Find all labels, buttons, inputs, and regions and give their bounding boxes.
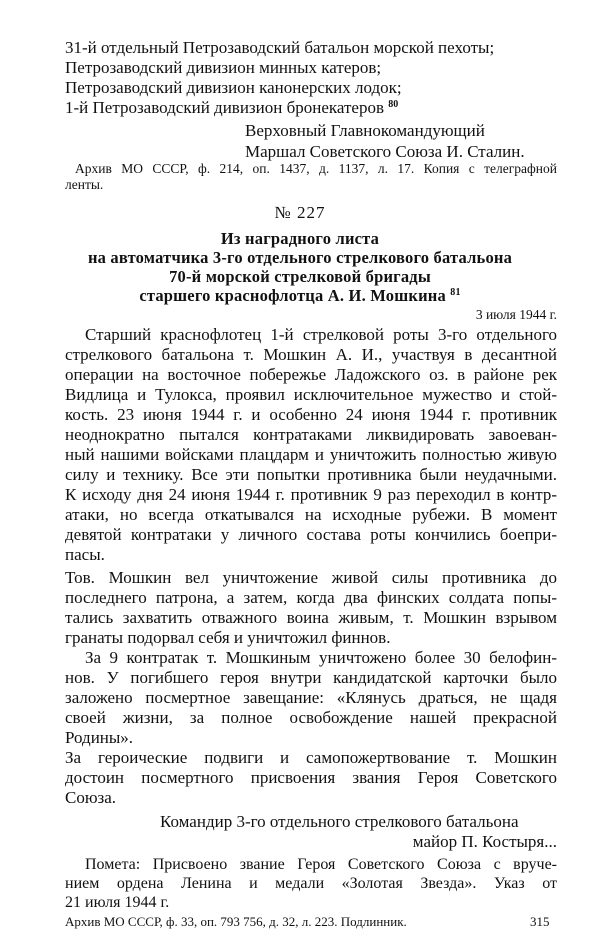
commander-name: майор П. Костыря...	[412, 832, 557, 851]
body-line: гранаты подорвал себя и уничтожил финнов.	[65, 628, 391, 647]
body-line: девятой контратаки у личного состава роты кончились боепри-	[65, 525, 557, 544]
body-line: ный нашими войсками плацдарм и уничтожить полностью живую	[65, 445, 557, 464]
heading-line-2: на автоматчика 3-го отдельного стрелкового батальона	[87, 248, 513, 267]
body-line: Видлица и Тулокса, проявил исключительное мужество и стой-	[65, 385, 557, 404]
note-line-3: 21 июля 1944 г.	[65, 894, 170, 911]
body-line: достоин посмертного присвоения звания Героя Советского	[65, 768, 557, 787]
body-line: стрелкового батальона т. Мошкин А. И., участвуя в десантной	[65, 345, 557, 364]
body-line: За героические подвиги и самопожертвование т. Мошкин	[65, 748, 557, 767]
body-line: Союза.	[65, 788, 117, 807]
body-line: заложено посмертное завещание: «Клянусь драться, не щадя	[65, 688, 557, 707]
archive-ref-1-line-1: Архив МО СССР, ф. 214, оп. 1437, д. 1137, л. 17. Копия с телеграфной	[75, 161, 557, 176]
body-line: К исходу дня 24 июня 1944 г. противник 9 раз переходил в контр-	[65, 485, 557, 504]
page-number: 315	[530, 914, 550, 929]
signature-name: Маршал Советского Союза И. Сталин.	[245, 142, 525, 161]
heading-line-1: Из наградного листа	[220, 229, 380, 248]
body-line: нов. У погибшего героя внутри кандидатской карточки было	[65, 668, 557, 687]
heading-line-3: 70-й морской стрелковой бригады	[169, 267, 431, 286]
footnote-ref-81: 81	[450, 287, 461, 298]
heading-line-4-text: старшего краснофлотца А. И. Мошкина	[139, 286, 446, 305]
document-date: 3 июля 1944 г.	[475, 307, 557, 322]
list-line-4-text: 1-й Петрозаводский дивизион бронекатеров	[65, 98, 384, 117]
body-line: кость. 23 июня 1944 г. и особенно 24 июня 1944 г. противник	[65, 405, 557, 424]
list-line-2: Петрозаводский дивизион минных катеров;	[65, 58, 382, 77]
list-line-4	[65, 98, 398, 118]
body-line: Родины».	[65, 728, 134, 747]
list-line-3: Петрозаводский дивизион канонерских лодок;	[65, 78, 402, 97]
body-line: операции на восточное побережье Ладожского оз. в районе рек	[65, 365, 557, 384]
body-line: пасы.	[65, 545, 105, 564]
note-line-2: нием ордена Ленина и медали «Золотая Звезда». Указ от	[65, 875, 557, 892]
commander-title: Командир 3-го отдельного стрелкового батальона	[160, 812, 519, 831]
archive-ref-1-line-2: ленты.	[65, 177, 104, 192]
body-line: За 9 контратак т. Мошкиным уничтожено более 30 белофин-	[85, 648, 557, 667]
archive-ref-2: Архив МО СССР, ф. 33, оп. 793 756, д. 32, л. 223. Подлинник.	[65, 914, 407, 929]
heading-line-4	[0, 286, 600, 306]
body-line: Старший краснофлотец 1-й стрелковой роты 3-го отдельного	[85, 325, 557, 344]
footnote-ref-80: 80	[388, 99, 399, 110]
body-line: атаки, но всегда откатывался на исходные рубежи. В момент	[65, 505, 557, 524]
note-line-1: Помета: Присвоено звание Героя Советского Союза с вруче-	[85, 856, 557, 873]
body-line: последнего патрона, а затем, когда два финских солдата попы-	[65, 588, 557, 607]
body-line: силу и технику. Все эти попытки противника были неудачными.	[65, 465, 557, 484]
body-line: неоднократно пытался контратаками ликвидировать завоеван-	[65, 425, 557, 444]
document-number: № 227	[274, 203, 326, 222]
signature-title: Верховный Главнокомандующий	[245, 121, 485, 140]
body-line: тались захватить отважного воина живым, т. Мошкин взрывом	[65, 608, 557, 627]
list-line-1: 31-й отдельный Петрозаводский батальон морской пехоты;	[65, 38, 495, 57]
body-line: Тов. Мошкин вел уничтожение живой силы противника до	[65, 568, 557, 587]
body-line: своей жизни, за полное освобождение нашей прекрасной	[65, 708, 557, 727]
